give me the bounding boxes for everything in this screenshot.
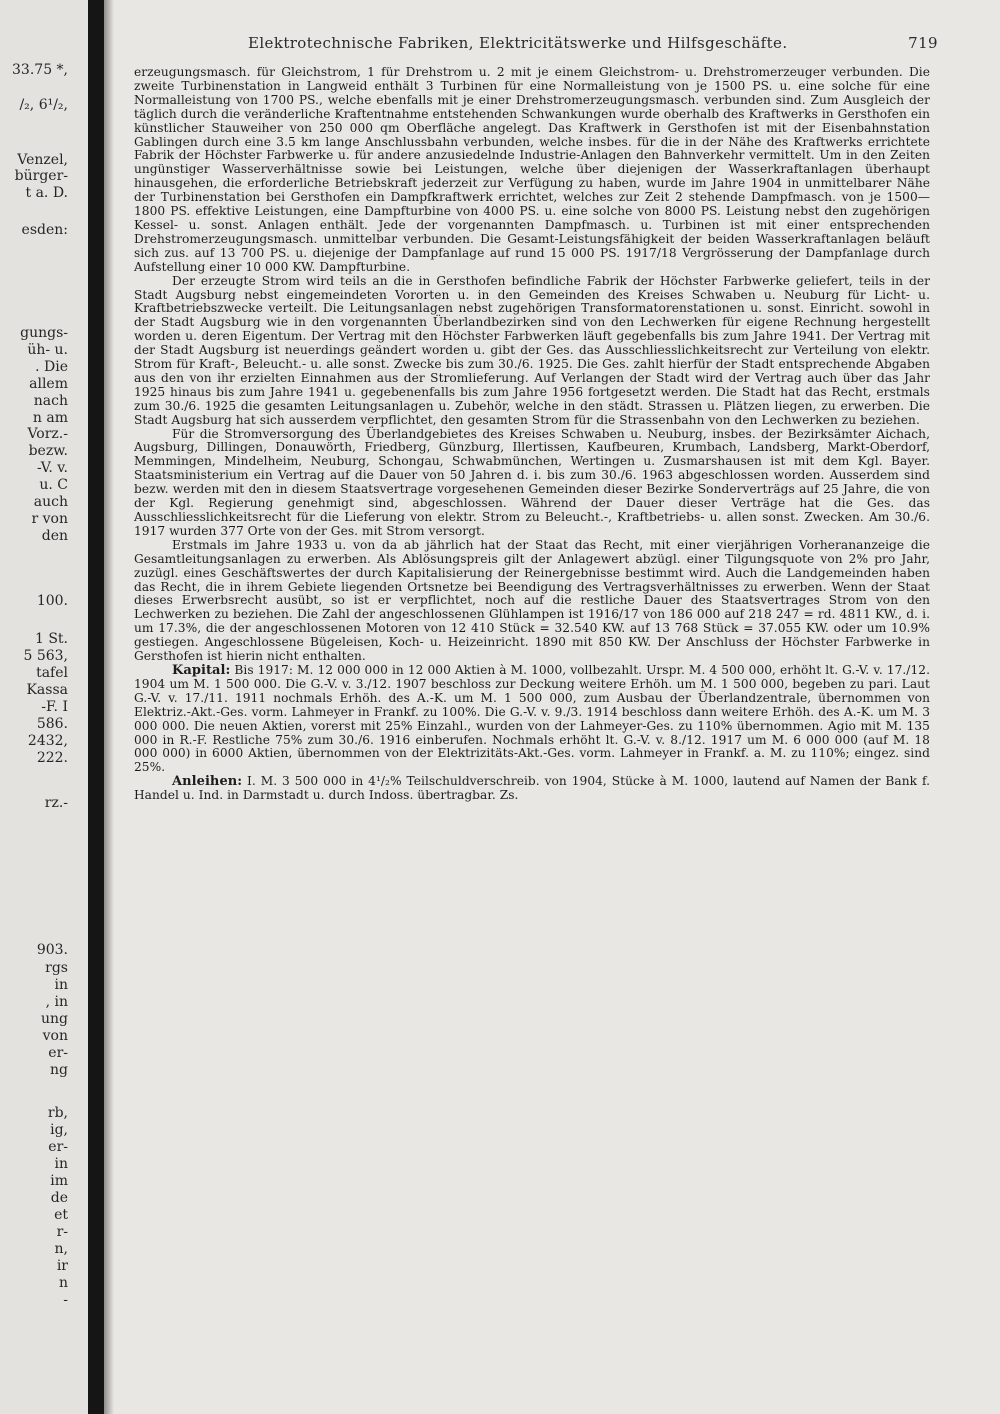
margin-fragment: 100. bbox=[36, 593, 68, 609]
margin-fragment: er- bbox=[48, 1045, 68, 1061]
main-text-column bbox=[134, 66, 930, 803]
margin-fragment: de bbox=[50, 1190, 68, 1206]
margin-fragment: /₂, 6¹/₂, bbox=[19, 97, 68, 113]
margin-fragment: r- bbox=[56, 1224, 68, 1240]
margin-fragment: u. C bbox=[39, 477, 68, 493]
margin-fragment: -F. I bbox=[41, 699, 68, 715]
margin-fragment: t a. D. bbox=[25, 185, 68, 201]
kapital-text: Bis 1917: M. 12 000 000 in 12 000 Aktien à M. 1000, vollbezahlt. Urspr. M. 4 500 000, erhöht lt. G.-V. v. 17./12. 1904 um M. 1 500 000. Die G.-V. v. 3./12. 1907 beschloss zur Deckung weitere Erhöh. um M. 1 500 000, begeben zu pari. Laut G.-V. v. 17./11. 1911 nochmals Erhöh. des A.-K. um M. 1 500 000, zum Ausbau der Überlandzentrale, übernommen von Elektriz.-Akt.-Ges. vorm. Lahmeyer in Frankf. zu 100%. Die G.-V. v. 9./3. 1914 beschloss dann weitere Erhöh. des A.-K. um M. 3 000 000. Die neuen Aktien, vorerst mit 25% Einzahl., wurden von der Lahmeyer-Ges. zu 110% übernommen. Agio mit M. 135 000 in R.-F. Restliche 75% zum 30./6. 1916 einberufen. Nochmals erhöht lt. G.-V. v. 8./12. 1917 um M. 6 000 000 (auf M. 18 000 000) in 6000 Aktien, übernommen von der Elektrizitäts-Akt.-Ges. vorm. Lahmeyer in Frankf. a. M. zu 110%; eingez. sind 25%. bbox=[134, 662, 930, 775]
margin-fragment: rb, bbox=[47, 1105, 68, 1121]
paragraph-anleihen bbox=[134, 775, 930, 803]
running-header bbox=[248, 34, 938, 56]
anleihen-text: I. M. 3 500 000 in 4¹/₂% Teilschuldverschreib. von 1904, Stücke à M. 1000, lautend auf Namen der Bank f. Handel u. Ind. in Darmstadt u. durch Indoss. übertragbar. Zs. bbox=[134, 774, 930, 803]
margin-fragment: in bbox=[54, 1156, 68, 1172]
margin-fragment: Venzel, bbox=[17, 152, 68, 168]
margin-fragment: 903. bbox=[36, 942, 68, 958]
margin-fragment: r von bbox=[31, 511, 68, 527]
paragraph-power-plants: erzeugungsmasch. für Gleichstrom, 1 für Drehstrom u. 2 mit je einem Gleichstrom- u. Drehstromerzeuger verbunden. Die zweite Turbinenstation in Langweid enthält 3 Turbinen für eine Normalleistung von je 1500 PS. u. eine solche für eine Normalleistung von 1700 PS., welche ebenfalls mit je einer Drehstromerzeugungsmasch. verbunden sind. Zum Ausgleich der täglich durch die veränderliche Kraftentnahme entstehenden Schwankungen wurde oberhalb des Kraftwerks in Gersthofen ein künstlicher Stauweiher von 250 000 qm Oberfläche angelegt. Das Kraftwerk in Gersthofen ist mit der Eisenbahnstation Gablingen durch eine 3.5 km lange Anschlussbahn verbunden, welche insbes. für die in der Nähe des Kraftwerks errichtete Fabrik der Höchster Farbwerke u. für andere anzusiedelnde Industrie-Anlagen den Bahnverkehr vermittelt. Um in den Zeiten ungünstiger Wasserverhältnisse sowie bei Leistungen, welche über diejenigen der Wasserkraftanlagen überhaupt hinausgehen, die erforderliche Betriebskraft jederzeit zur Verfügung zu haben, wurde im Jahre 1904 in unmittelbarer Nähe der Turbinenstation bei Gersthofen ein Dampfkraftwerk errichtet, welches zur Zeit 2 stehende Dampfmasch. von je 1500—1800 PS. effektive Leistungen, eine Dampfturbine von 4000 PS. u. eine solche von 8000 PS. Leistung nebst den zugehörigen Kessel- u. sonst. Anlagen enthält. Jede der vorgenannten Dampfmasch. u. Turbinen ist mit einer entsprechenden Drehstromerzeugungsmasch. unmittelbar verbunden. Die Gesamt-Leistungsfähigkeit der beiden Wasserkraftanlagen beläuft sich zus. auf 13 700 PS. u. diejenige der Dampfanlage auf rund 15 000 PS. 1917/18 Vergrösserung der Dampfanlage durch Aufstellung einer 10 000 KW. Dampfturbine. bbox=[134, 65, 930, 274]
paragraph-electricity-supply: Der erzeugte Strom wird teils an die in Gersthofen befindliche Fabrik der Höchster Farbwerke geliefert, teils in der Stadt Augsburg nebst eingemeindeten Vororten u. in den Gemeinden des Kreises Schwaben u. Neuburg für Licht- u. Kraftbetriebszwecke verteilt. Die Leitungsanlagen nebst zugehörigen Transformatorenstationen u. sonst. Einricht. sowohl in der Stadt Augsburg wie in den vorgenannten Überlandbezirken sind von den Lechwerken für eigene Rechnung hergestellt worden u. deren Eigentum. Der Vertrag mit den Höchster Farbwerken läuft gegebenfalls bis zum Jahre 1941. Der Vertrag mit der Stadt Augsburg ist neuerdings geändert worden u. gibt der Ges. das Ausschliesslichkeitsrecht zur Verteilung von elektr. Strom für Kraft-, Beleucht.- u. alle sonst. Zwecke bis zum 30./6. 1925. Die Ges. zahlt hierfür der Stadt entsprechende Abgaben aus den von ihr erzielten Einnahmen aus der Stromlieferung. Auf Verlangen der Stadt wird der Vertrag auch über das Jahr 1925 hinaus bis zum Jahre 1941 u. gegebenenfalls bis zum Jahre 1956 fortgesetzt werden. Die Stadt hat das Recht, erstmals zum 30./6. 1925 die gesamten Leitungsanlagen u. Zubehör, welche in den städt. Strassen u. Plätzen liegen, zu erwerben. Die Stadt Augsburg hat sich ausserdem verpflichtet, den gesamten Strom für die Strassenbahn von den Lechwerken zu beziehen. bbox=[134, 273, 930, 427]
margin-fragment: bezw. bbox=[28, 443, 68, 459]
margin-fragment: et bbox=[54, 1207, 68, 1223]
margin-fragment: 5 563, bbox=[23, 648, 68, 664]
margin-fragment: ung bbox=[41, 1011, 68, 1027]
margin-fragment: ig, bbox=[50, 1122, 68, 1138]
book-gutter bbox=[88, 0, 104, 1414]
margin-fragment: Kassa bbox=[26, 682, 68, 698]
margin-fragment: 2432, bbox=[27, 733, 68, 749]
margin-fragment: gungs- bbox=[20, 325, 68, 341]
margin-fragment: -V. v. bbox=[37, 460, 68, 476]
margin-fragment: n am bbox=[32, 410, 68, 426]
kapital-label: Kapital: bbox=[172, 662, 231, 678]
margin-fragment: - bbox=[63, 1292, 68, 1308]
margin-fragment: von bbox=[42, 1028, 68, 1044]
margin-fragment: 1 St. bbox=[34, 631, 68, 647]
margin-fragment: , in bbox=[45, 994, 68, 1010]
margin-fragment: tafel bbox=[36, 665, 68, 681]
margin-fragment: rz.- bbox=[44, 795, 68, 811]
margin-fragment: üh- u. bbox=[27, 342, 68, 358]
margin-fragment: auch bbox=[33, 494, 68, 510]
margin-fragment: nach bbox=[33, 393, 68, 409]
margin-fragment: allem bbox=[29, 376, 68, 392]
anleihen-label: Anleihen: bbox=[172, 774, 243, 790]
margin-fragment: Vorz.- bbox=[27, 426, 68, 442]
page-number: 719 bbox=[908, 34, 938, 52]
margin-fragment: esden: bbox=[21, 222, 68, 238]
margin-fragment: im bbox=[50, 1173, 68, 1189]
margin-fragment: bürger- bbox=[14, 168, 68, 184]
gutter-shadow bbox=[104, 0, 114, 1414]
margin-fragment: rgs bbox=[45, 960, 68, 976]
margin-fragment: 222. bbox=[36, 750, 68, 766]
paragraph-kapital bbox=[134, 664, 930, 775]
running-title: Elektrotechnische Fabriken, Elektricitätswerke und Hilfsgeschäfte. bbox=[248, 34, 788, 52]
margin-fragment: ng bbox=[50, 1062, 68, 1078]
margin-fragment: . Die bbox=[35, 359, 68, 375]
margin-fragment: in bbox=[54, 977, 68, 993]
margin-fragment: den bbox=[41, 528, 68, 544]
paragraph-state-acquisition: Erstmals im Jahre 1933 u. von da ab jährlich hat der Staat das Recht, mit einer vierjährigen Vorherananzeige die Gesamtleitungsanlagen zu erwerben. Als Ablösungspreis gilt der Anlagewert abzügl. einer Tilgungsquote von 2% pro Jahr, zuzügl. eines Geschäftswertes der durch Kapitalisierung der Reinergebnisse bestimmt wird. Auch die Landgemeinden haben das Recht, die in ihrem Gebiete liegenden Ortsnetze bei Beendigung des Vertragsverhältnisses zu erwerben. Wenn der Staat dieses Erwerbsrecht ausübt, so ist er verpflichtet, noch auf die restliche Dauer des Staatsvertrages Strom von den Lechwerken zu beziehen. Die Zahl der angeschlossenen Glühlampen ist 1916/17 von 186 000 auf 218 247 = rd. 4811 KW., d. i. um 17.3%, die der angeschlossenen Motoren von 12 410 Stück = 32.540 KW. auf 13 768 Stück = 37.055 KW. oder um 10.9% gestiegen. Angeschlossene Bügeleisen, Koch- u. Heizeinricht. 1890 mit 850 KW. Der Anschluss der Höchster Farbwerke in Gersthofen ist hierin nicht enthalten. bbox=[134, 537, 930, 664]
margin-fragment: n, bbox=[54, 1241, 68, 1257]
margin-fragment: 586. bbox=[36, 716, 68, 732]
margin-fragment: n bbox=[58, 1275, 68, 1291]
margin-fragment: 33.75 *, bbox=[12, 62, 68, 78]
previous-page-margin bbox=[0, 0, 88, 1414]
paragraph-overland-supply: Für die Stromversorgung des Überlandgebietes des Kreises Schwaben u. Neuburg, insbes. der Bezirksämter Aichach, Augsburg, Dillingen, Donauwörth, Friedberg, Günzburg, Illertissen, Kaufbeuren, Krumbach, Landsberg, Markt-Oberdorf, Memmingen, Mindelheim, Neuburg, Schongau, Schwabmünchen, Wertingen u. Zusmarshausen ist mit dem Kgl. Bayer. Staatsministerium ein Vertrag auf die Dauer von 50 Jahren d. i. bis zum 30./6. 1963 abgeschlossen worden. Ausserdem sind bezw. werden mit den in diesem Staatsvertrage vorgesehenen Gemeinden dieser Bezirke Sonderverträgs auf 25 Jahre, die von der Kgl. Regierung genehmigt sind, abgeschlossen. Während der Dauer dieser Verträge hat die Ges. das Ausschliesslichkeitsrecht für die Lieferung von elektr. Strom zu Beleucht.-, Kraftbetriebs- u. allen sonst. Zwecken. Am 30./6. 1917 wurden 377 Orte von der Ges. mit Strom versorgt. bbox=[134, 426, 930, 538]
margin-fragment: ir bbox=[56, 1258, 68, 1274]
margin-fragment: er- bbox=[48, 1139, 68, 1155]
